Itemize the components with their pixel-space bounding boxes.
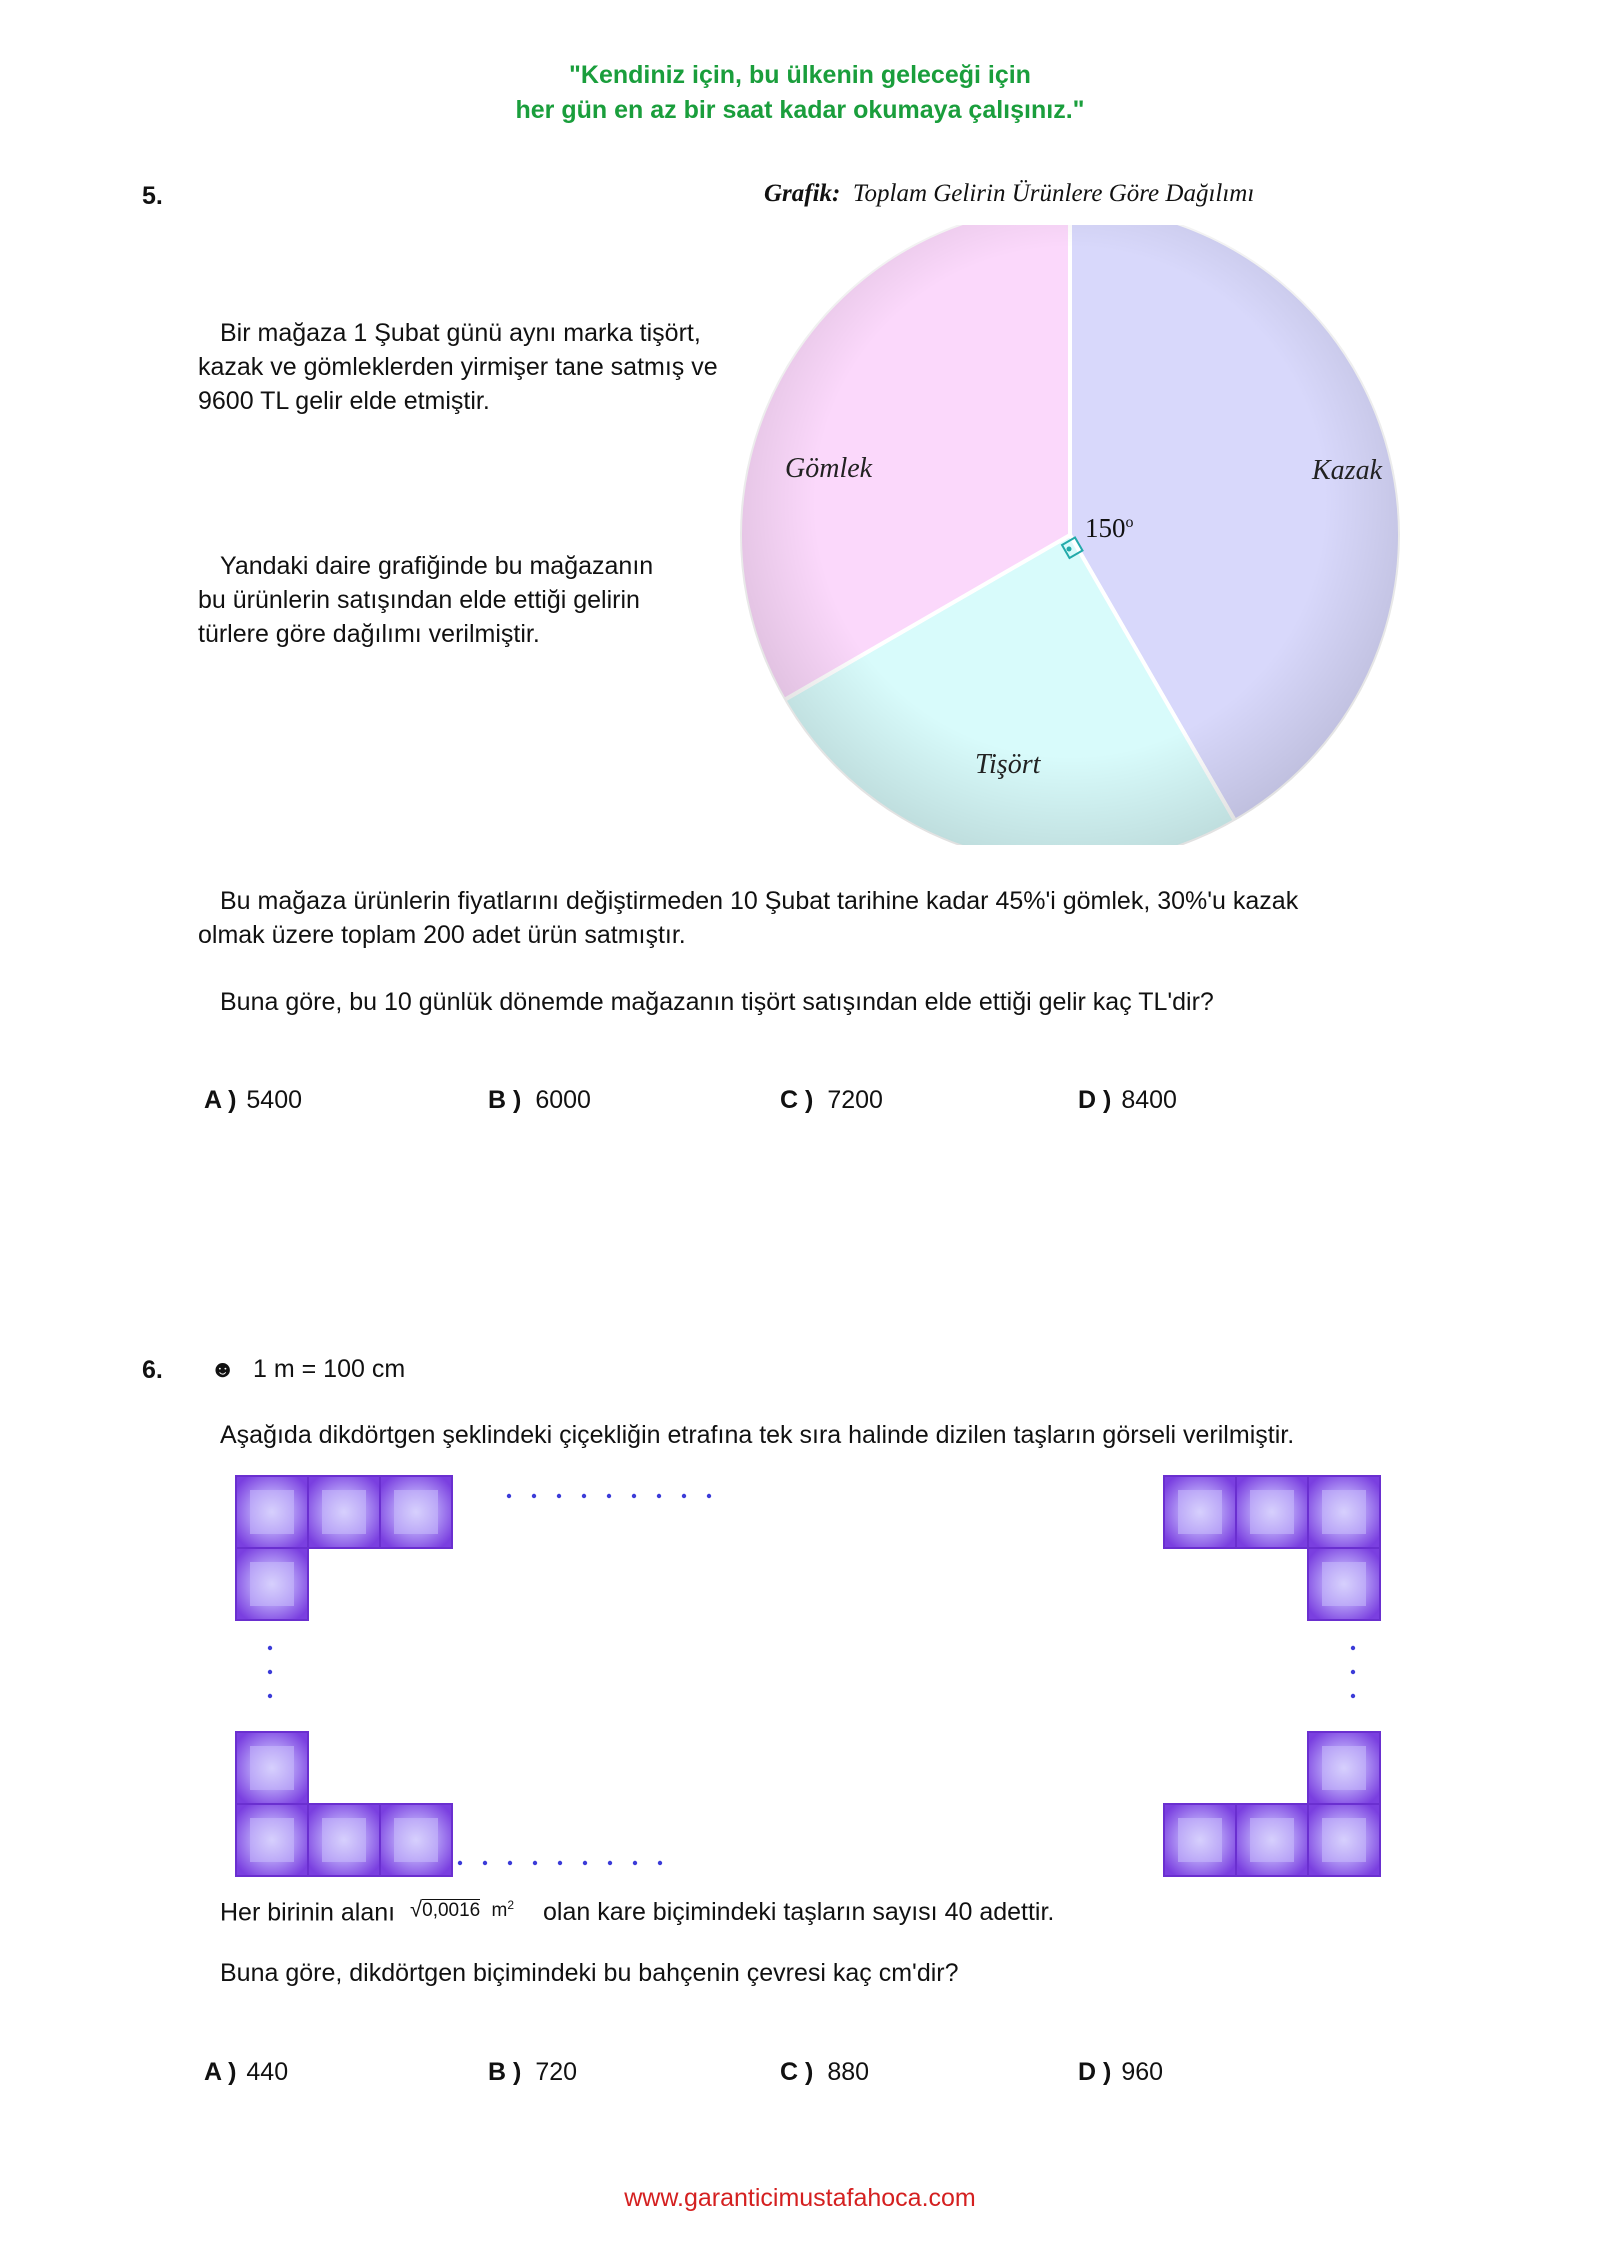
continuation-dot — [268, 1670, 272, 1674]
stone-tile — [236, 1804, 308, 1876]
stone-tile — [1236, 1804, 1308, 1876]
q5-description — [198, 549, 758, 651]
chart-caption-text: Toplam Gelirin Ürünlere Göre Dağılımı — [852, 180, 1255, 207]
stone-tile — [1236, 1476, 1308, 1548]
continuation-dot — [558, 1861, 562, 1865]
q5-desc-line: Yandaki daire grafiğinde bu mağazanın — [220, 552, 654, 580]
question-6-number: 6. — [142, 1356, 163, 1384]
q6-option-c[interactable]: C ) 880 — [780, 2058, 870, 2086]
q5-question: Buna göre, bu 10 günlük dönemde mağazanın tişört satışından elde ettiği gelir kaç TL'dir? — [220, 988, 1214, 1016]
pie-chart — [730, 225, 1410, 845]
pie-label-kazak: Kazak — [1312, 455, 1382, 486]
area-unit-sup: 2 — [507, 1898, 515, 1912]
pie-shading — [740, 225, 1400, 845]
stone-tile — [236, 1548, 308, 1620]
continuation-dot — [532, 1494, 536, 1498]
q5-intro-line: Bir mağaza 1 Şubat günü aynı marka tişört, — [220, 319, 701, 347]
continuation-dot — [682, 1494, 686, 1498]
q6-question: Buna göre, dikdörtgen biçimindeki bu bahçenin çevresi kaç cm'dir? — [220, 1959, 959, 1987]
chart-caption-bold: Grafik: — [764, 180, 841, 207]
continuation-dot — [607, 1494, 611, 1498]
area-unit: m — [491, 1900, 508, 1922]
continuation-dot — [533, 1861, 537, 1865]
continuation-dot — [508, 1861, 512, 1865]
area-suffix: olan kare biçimindeki taşların sayısı 40 adettir. — [543, 1898, 1055, 1927]
continuation-dot — [583, 1861, 587, 1865]
continuation-dot — [1351, 1670, 1355, 1674]
q5-desc-line: türlere göre dağılımı verilmiştir. — [198, 620, 540, 648]
garden-figure — [230, 1470, 1410, 1880]
q5-desc-line: bu ürünlerin satışından elde ettiği gelirin — [198, 586, 640, 614]
stone-tile — [1164, 1804, 1236, 1876]
q5-intro — [198, 316, 778, 418]
stone-tiles — [236, 1476, 1380, 1876]
continuation-dot — [658, 1861, 662, 1865]
stone-tile — [236, 1476, 308, 1548]
area-prefix: Her birinin alanı — [220, 1898, 396, 1927]
pie-label-gomlek: Gömlek — [785, 453, 873, 484]
q5-option-c[interactable]: C ) 7200 — [780, 1086, 883, 1114]
q6-option-b[interactable]: B ) 720 — [488, 2058, 578, 2086]
continuation-dot — [657, 1494, 661, 1498]
q5-body — [198, 884, 1498, 952]
area-radicand: 0,0016 — [422, 1900, 481, 1922]
smiley-bullet-icon: ☻ — [210, 1356, 236, 1383]
stone-tile — [380, 1476, 452, 1548]
q5-option-b[interactable]: B ) 6000 — [488, 1086, 591, 1114]
q6-option-d[interactable]: D ) 960 — [1078, 2058, 1164, 2086]
quote-line-1: "Kendiniz için, bu ülkenin geleceği için — [569, 61, 1031, 89]
sqrt-icon: √ — [410, 1896, 423, 1922]
continuation-dot — [1351, 1646, 1355, 1650]
area-expression — [410, 1888, 514, 1928]
stone-tile — [1308, 1476, 1380, 1548]
continuation-dot — [608, 1861, 612, 1865]
q5-intro-line: kazak ve gömleklerden yirmişer tane satmış ve — [198, 353, 718, 381]
stone-tile — [308, 1476, 380, 1548]
stone-tile — [1308, 1804, 1380, 1876]
continuation-dot — [268, 1694, 272, 1698]
continuation-dot — [557, 1494, 561, 1498]
chart-caption — [764, 180, 1254, 208]
q5-body-line: olmak üzere toplam 200 adet ürün satmıştır. — [198, 921, 686, 949]
continuation-dot — [507, 1494, 511, 1498]
q6-option-a[interactable]: A ) 440 — [204, 2058, 289, 2086]
q5-body-line: Bu mağaza ürünlerin fiyatlarını değiştirmeden 10 Şubat tarihine kadar 45%'i gömlek, 30%'u kazak — [220, 887, 1299, 915]
stone-tile — [1308, 1548, 1380, 1620]
right-angle-dot — [1067, 547, 1072, 552]
q6-intro: Aşağıda dikdörtgen şeklindeki çiçekliğin etrafına tek sıra halinde dizilen taşların görseli verilmiştir. — [220, 1421, 1295, 1449]
continuation-dot — [582, 1494, 586, 1498]
pie-label-tisort: Tişört — [975, 749, 1041, 780]
header-quote — [0, 58, 1600, 128]
footer-url[interactable]: www.garanticimustafahoca.com — [624, 2184, 976, 2212]
q5-intro-line: 9600 TL gelir elde etmiştir. — [198, 387, 490, 415]
stone-tile — [1308, 1732, 1380, 1804]
continuation-dot — [632, 1494, 636, 1498]
q5-option-d[interactable]: D ) 8400 — [1078, 1086, 1177, 1114]
continuation-dot — [1351, 1694, 1355, 1698]
continuation-dot — [458, 1861, 462, 1865]
stone-tile — [236, 1732, 308, 1804]
stone-tile — [1164, 1476, 1236, 1548]
question-5-number: 5. — [142, 182, 163, 210]
q6-unit-note: 1 m = 100 cm — [253, 1355, 406, 1383]
q6-area-line — [220, 1888, 1520, 1929]
continuation-dot — [268, 1646, 272, 1650]
stone-tile — [308, 1804, 380, 1876]
continuation-dot — [707, 1494, 711, 1498]
angle-annotation: 150$^o$ — [1085, 513, 1134, 543]
continuation-dot — [483, 1861, 487, 1865]
continuation-dot — [633, 1861, 637, 1865]
q5-option-a[interactable]: A ) 5400 — [204, 1086, 303, 1114]
quote-line-2: her gün en az bir saat kadar okumaya çalışınız." — [515, 96, 1085, 124]
stone-tile — [380, 1804, 452, 1876]
